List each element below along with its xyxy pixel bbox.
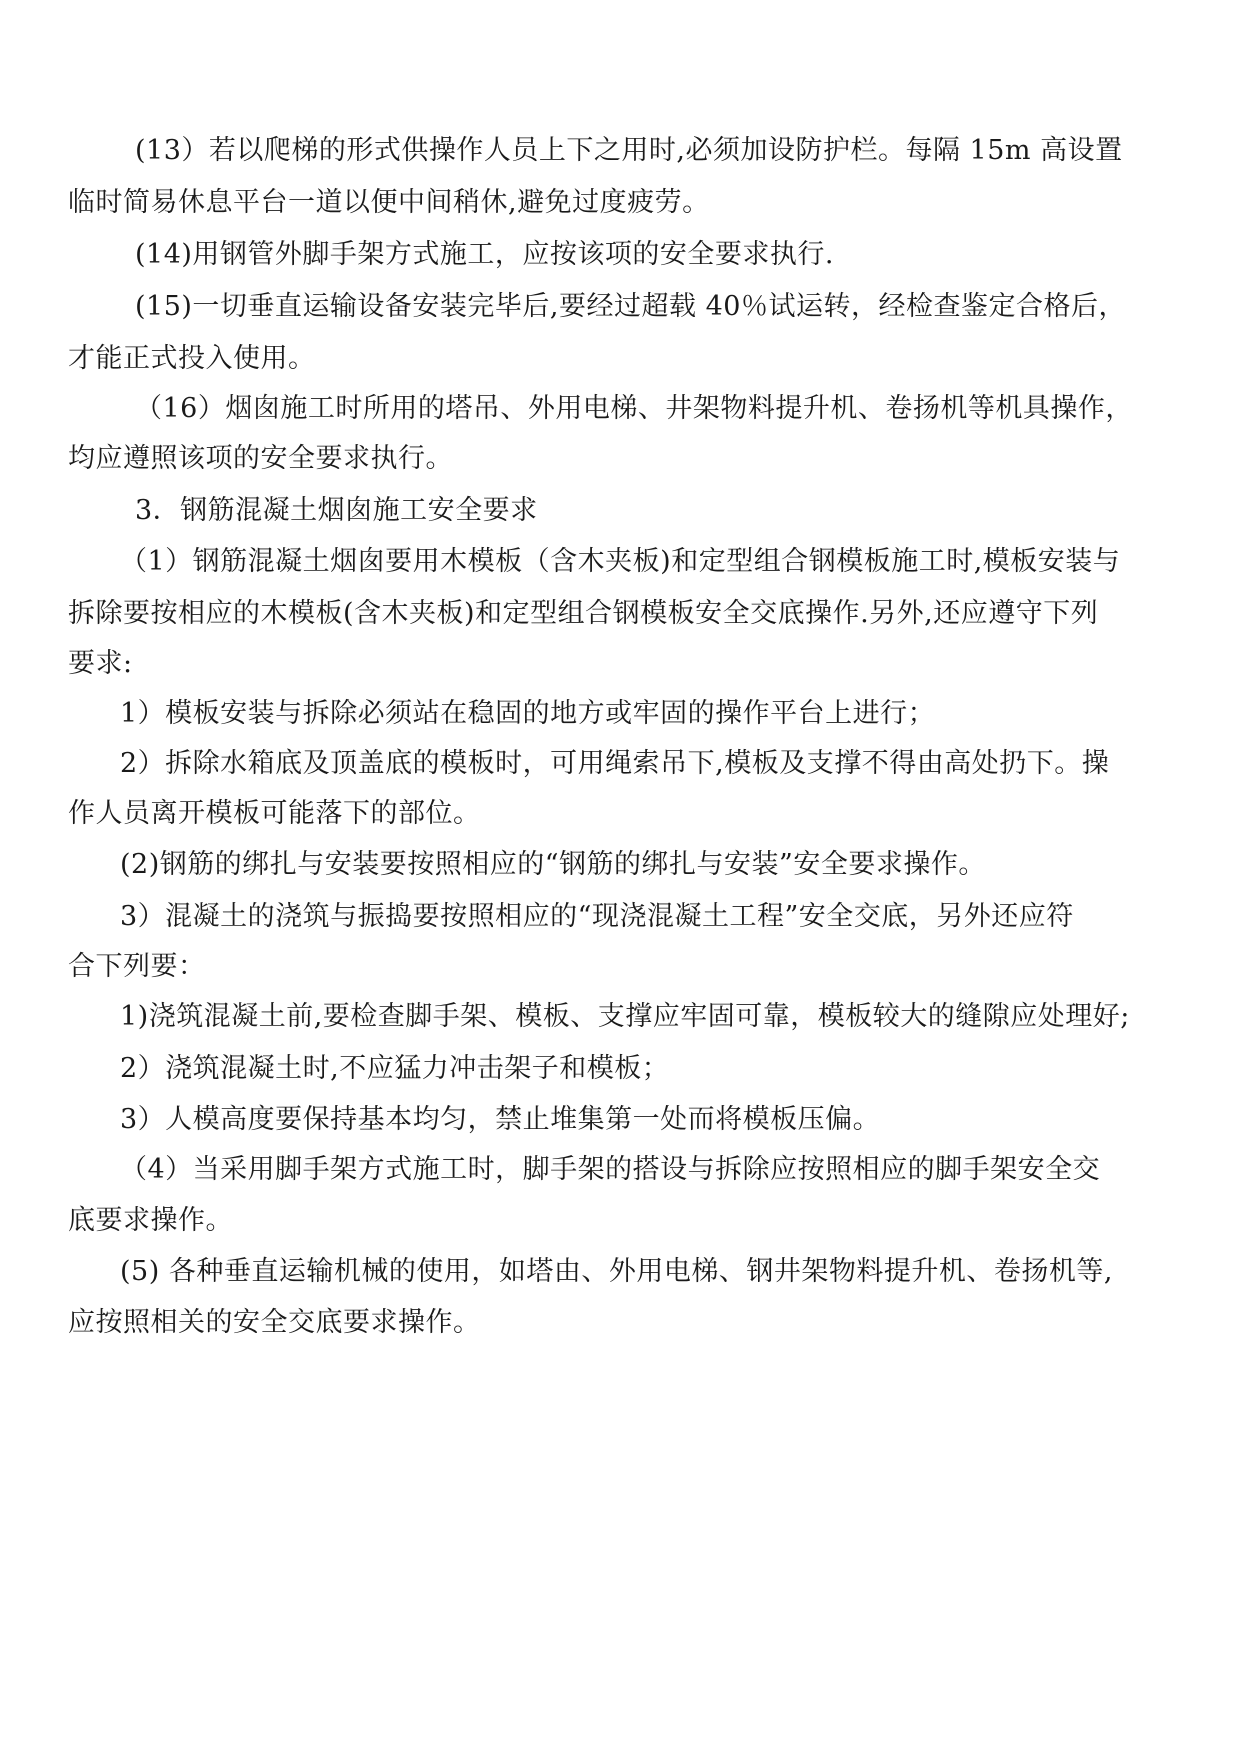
text-line: (14)用钢管外脚手架方式施工，应按该项的安全要求执行. (135, 239, 835, 270)
text-line: (5) 各种垂直运输机械的使用，如塔由、外用电梯、钢井架物料提升机、卷扬机等, (120, 1256, 1113, 1287)
text-line: 合下列要： (68, 951, 206, 982)
text-line: 拆除要按相应的木模板(含木夹板)和定型组合钢模板安全交底操作.另外,还应遵守下列 (68, 598, 1099, 629)
text-line: 3）混凝土的浇筑与振捣要按照相应的“现浇混凝土工程”安全交底，另外还应符 (120, 901, 1074, 932)
text-line: (13）若以爬梯的形式供操作人员上下之用时,必须加设防护栏。每隔 15m 高设置 (135, 135, 1123, 166)
text-line: 应按照相关的安全交底要求操作。 (68, 1307, 481, 1338)
text-line: （4）当采用脚手架方式施工时，脚手架的搭设与拆除应按照相应的脚手架安全交 (120, 1154, 1101, 1185)
text-line: （16）烟囱施工时所用的塔吊、外用电梯、井架物料提升机、卷扬机等机具操作， (135, 393, 1133, 424)
text-line: 底要求操作。 (68, 1205, 233, 1236)
text-line: 3）人模高度要保持基本均匀，禁止堆集第一处而将模板压偏。 (120, 1104, 881, 1135)
text-line: （1）钢筋混凝土烟囱要用木模板（含木夹板)和定型组合钢模板施工时,模板安装与 (120, 546, 1121, 577)
text-line: (2)钢筋的绑扎与安装要按照相应的“钢筋的绑扎与安装”安全要求操作。 (120, 849, 986, 880)
text-line: 均应遵照该项的安全要求执行。 (68, 443, 453, 474)
text-line: 要求: (68, 648, 133, 679)
text-line: 临时简易休息平台一道以便中间稍休,避免过度疲劳。 (68, 187, 710, 218)
text-line: 才能正式投入使用。 (68, 343, 316, 374)
text-line: 2）拆除水箱底及顶盖底的模板时，可用绳索吊下,模板及支撑不得由高处扔下。操 (120, 748, 1110, 779)
text-line: 2）浇筑混凝土时,不应猛力冲击架子和模板； (120, 1053, 670, 1084)
text-line: 作人员离开模板可能落下的部位。 (68, 798, 481, 829)
text-line: 1)浇筑混凝土前,要检查脚手架、模板、支撑应牢固可靠，模板较大的缝隙应处理好; (120, 1001, 1130, 1032)
text-line: 1）模板安装与拆除必须站在稳固的地方或牢固的操作平台上进行； (120, 698, 936, 729)
section-heading: 3．钢筋混凝土烟囱施工安全要求 (135, 495, 538, 526)
text-line: (15)一切垂直运输设备安装完毕后,要经过超载 40％试运转，经检查鉴定合格后， (135, 291, 1126, 322)
